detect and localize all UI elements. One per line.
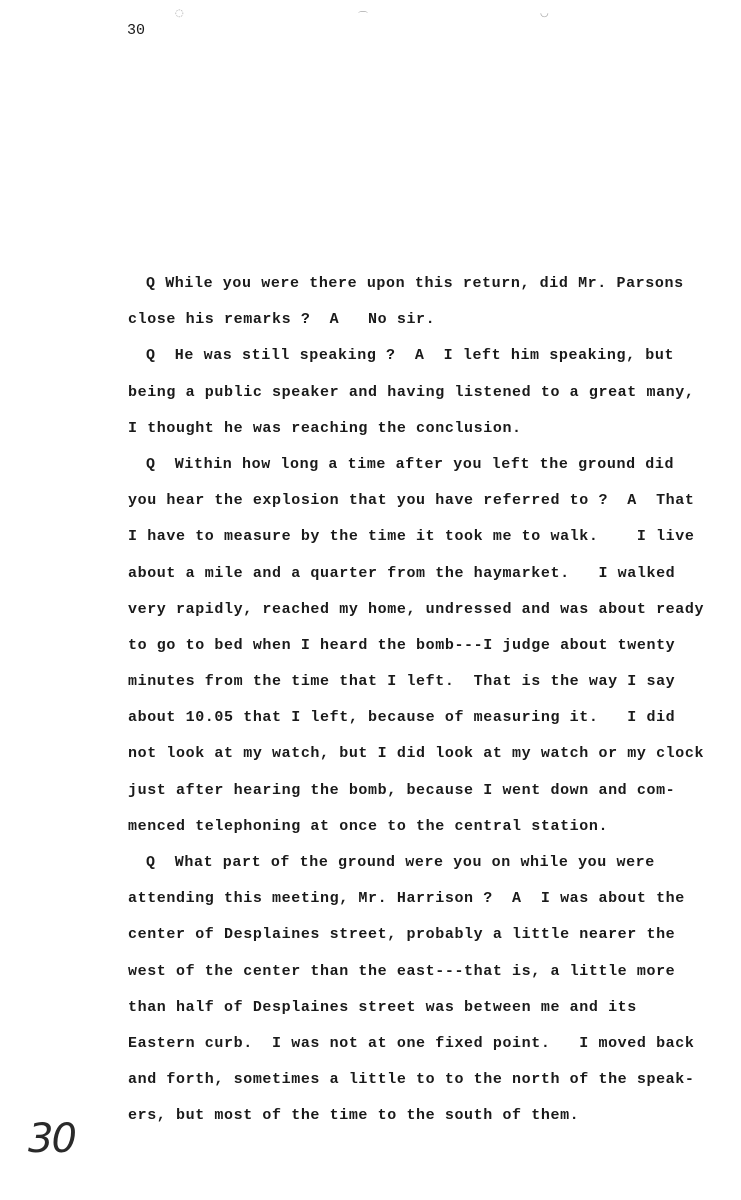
paper-speck: ⌒ [358, 12, 368, 23]
page-number: 30 [127, 22, 146, 39]
text-line: Q Within how long a time after you left the ground did [146, 455, 675, 473]
text-line: close his remarks ? A No sir. [128, 311, 436, 329]
text-line: not look at my watch, but I did look at my watch or my clock [128, 745, 705, 763]
text-line: center of Desplaines street, probably a little nearer the [128, 926, 676, 944]
text-line: Q While you were there upon this return, did Mr. Parsons [146, 275, 684, 292]
testimony-text [128, 272, 708, 1141]
text-line: menced telephoning at once to the central station. [128, 817, 609, 835]
text-line: about 10.05 that I left, because of measuring it. I did [128, 709, 676, 727]
paper-speck: ◡ [540, 8, 549, 19]
text-line: minutes from the time that I left. That is the way I say [128, 673, 676, 691]
text-line: west of the center than the east---that is, a little more [128, 962, 676, 980]
text-line: Q He was still speaking ? A I left him speaking, but [146, 347, 675, 365]
text-line: to go to bed when I heard the bomb---I judge about twenty [128, 636, 676, 654]
text-line: I have to measure by the time it took me to walk. I live [128, 528, 695, 546]
text-line: attending this meeting, Mr. Harrison ? A I was about the [128, 890, 685, 908]
text-line: Q What part of the ground were you on while you were [146, 854, 655, 871]
handwritten-page-number: 30 [28, 1116, 75, 1162]
text-line: and forth, sometimes a little to to the north of the speak- [128, 1071, 695, 1089]
text-line: being a public speaker and having listened to a great many, [128, 383, 695, 401]
text-line: Eastern curb. I was not at one fixed point. I moved back [128, 1034, 695, 1052]
text-line: than half of Desplaines street was between me and its [128, 998, 637, 1016]
text-line: just after hearing the bomb, because I went down and com- [128, 781, 676, 799]
text-line: about a mile and a quarter from the haymarket. I walked [128, 564, 676, 582]
text-line: very rapidly, reached my home, undressed and was about ready [128, 600, 705, 618]
text-line: you hear the explosion that you have referred to ? A That [128, 492, 695, 510]
text-line: ers, but most of the time to the south of them. [128, 1107, 580, 1125]
text-line: I thought he was reaching the conclusion. [128, 419, 522, 437]
paper-speck: ◌ [175, 8, 184, 19]
